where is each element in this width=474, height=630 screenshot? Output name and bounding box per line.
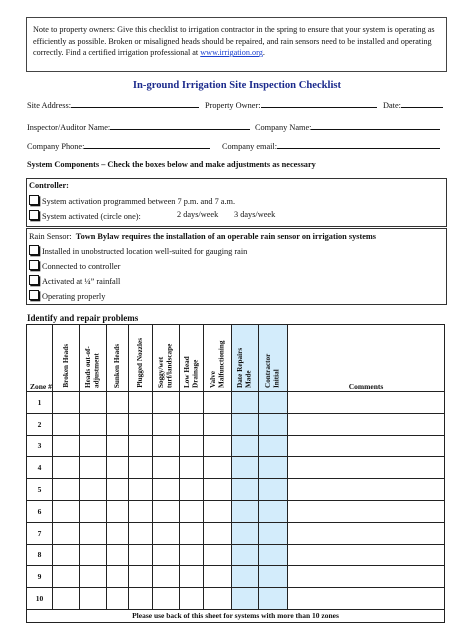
table-row: [27, 457, 445, 479]
schedule-checkbox[interactable]: [29, 195, 39, 205]
rain-item-activated: [29, 275, 120, 286]
check-cell[interactable]: [129, 413, 153, 435]
check-cell[interactable]: [204, 435, 232, 457]
frequency-checkbox[interactable]: [29, 210, 39, 220]
check-cell[interactable]: [232, 479, 259, 501]
check-cell[interactable]: [107, 544, 129, 566]
check-cell[interactable]: [232, 457, 259, 479]
check-cell[interactable]: [129, 435, 153, 457]
schedule-label: System activation programmed between 7 p.m. and 7 a.m.: [42, 197, 236, 206]
check-cell[interactable]: [129, 457, 153, 479]
zone-number: 5: [27, 479, 53, 501]
check-cell[interactable]: [129, 522, 153, 544]
owner-note: [33, 24, 443, 59]
installed-checkbox[interactable]: [29, 245, 39, 255]
table-row: [27, 479, 445, 501]
check-cell[interactable]: [259, 500, 288, 522]
check-cell[interactable]: [129, 566, 153, 588]
activated-checkbox[interactable]: [29, 275, 39, 285]
rain-item-connected: [29, 260, 120, 271]
check-cell[interactable]: [180, 392, 204, 414]
check-cell[interactable]: [153, 413, 180, 435]
col-date-repairs-made: [232, 325, 259, 392]
zone-number: 10: [27, 588, 53, 610]
rain-sensor-heading: Town Bylaw requires the installation of an operable rain sensor on irrigation systems: [75, 232, 377, 241]
check-cell[interactable]: [180, 457, 204, 479]
comments-cell[interactable]: [288, 392, 445, 414]
check-cell[interactable]: [53, 566, 80, 588]
table-footer-note: Please use back of this sheet for systems with more than 10 zones: [27, 609, 445, 622]
check-cell[interactable]: [80, 413, 107, 435]
col-plugged-nozzles-label: Plugged Nozzles: [136, 338, 145, 388]
comments-cell[interactable]: [288, 588, 445, 610]
check-cell[interactable]: [153, 479, 180, 501]
check-cell[interactable]: [53, 588, 80, 610]
property-owner-row: [205, 99, 377, 110]
check-cell[interactable]: [259, 544, 288, 566]
installed-label: Installed in unobstructed location well-suited for gauging rain: [42, 247, 248, 256]
zone-number: 4: [27, 457, 53, 479]
check-cell[interactable]: [80, 566, 107, 588]
check-cell[interactable]: [153, 522, 180, 544]
check-cell[interactable]: [129, 500, 153, 522]
option-2-days[interactable]: 2 days/week: [177, 210, 219, 219]
table-row: [27, 588, 445, 610]
table-footer-row: [27, 609, 445, 622]
check-cell[interactable]: [153, 435, 180, 457]
company-email-field[interactable]: [277, 140, 440, 149]
inspector-row: [27, 121, 250, 132]
col-date-repairs-made-label: Date Repairs Made: [236, 347, 253, 388]
col-contractor-initial-label: Contractor Initial: [264, 353, 281, 388]
comments-cell[interactable]: [288, 457, 445, 479]
check-cell[interactable]: [204, 479, 232, 501]
owner-note-text: Note to property owners: Give this checklist to irrigation contractor in the spring to ensure that your system is operating as efficiently as possible. Broken or misaligned heads should be repaired, and rain sensors need to be installed and operating correctly. Find a certified irrigation professional at: [33, 25, 435, 58]
col-sunken-heads: [107, 325, 129, 392]
check-cell[interactable]: [180, 566, 204, 588]
rain-sensor-label: Rain Sensor:: [29, 232, 72, 241]
check-cell[interactable]: [53, 413, 80, 435]
table-row: [27, 522, 445, 544]
company-name-field[interactable]: [311, 121, 440, 130]
check-cell[interactable]: [180, 588, 204, 610]
comments-cell[interactable]: [288, 435, 445, 457]
owner-note-end: .: [262, 48, 265, 58]
date-row: [383, 99, 443, 110]
controller-item-schedule: [29, 195, 235, 206]
check-cell[interactable]: [80, 457, 107, 479]
check-cell[interactable]: [259, 413, 288, 435]
zone-number: 9: [27, 566, 53, 588]
check-cell[interactable]: [180, 522, 204, 544]
site-address-field[interactable]: [71, 99, 199, 108]
check-cell[interactable]: [204, 522, 232, 544]
zone-number: 6: [27, 500, 53, 522]
rain-item-installed: [29, 245, 247, 256]
check-cell[interactable]: [129, 588, 153, 610]
table-row: [27, 500, 445, 522]
check-cell[interactable]: [80, 479, 107, 501]
check-cell[interactable]: [153, 392, 180, 414]
inspector-field[interactable]: [110, 121, 250, 130]
table-row: [27, 413, 445, 435]
check-cell[interactable]: [107, 392, 129, 414]
check-cell[interactable]: [259, 588, 288, 610]
check-cell[interactable]: [107, 522, 129, 544]
check-cell[interactable]: [204, 457, 232, 479]
check-cell[interactable]: [259, 566, 288, 588]
irrigation-org-link[interactable]: www.irrigation.org: [200, 48, 263, 58]
check-cell[interactable]: [153, 544, 180, 566]
table-row: [27, 544, 445, 566]
operating-checkbox[interactable]: [29, 290, 39, 300]
comments-cell[interactable]: [288, 566, 445, 588]
page-title: In-ground Irrigation Site Inspection Checklist: [132, 80, 342, 91]
check-cell[interactable]: [107, 479, 129, 501]
comments-cell[interactable]: [288, 413, 445, 435]
check-cell[interactable]: [232, 500, 259, 522]
check-cell[interactable]: [53, 392, 80, 414]
check-cell[interactable]: [129, 479, 153, 501]
check-cell[interactable]: [129, 544, 153, 566]
check-cell[interactable]: [204, 392, 232, 414]
check-cell[interactable]: [259, 457, 288, 479]
inspection-table: [26, 324, 445, 623]
check-cell[interactable]: [153, 588, 180, 610]
col-heads-out-of-adjustment: [80, 325, 107, 392]
check-cell[interactable]: [80, 544, 107, 566]
check-cell[interactable]: [53, 500, 80, 522]
check-cell[interactable]: [53, 457, 80, 479]
option-3-days[interactable]: 3 days/week: [234, 210, 276, 219]
company-name-row: [255, 121, 440, 132]
check-cell[interactable]: [107, 588, 129, 610]
check-cell[interactable]: [204, 544, 232, 566]
table-header-row: [27, 325, 445, 392]
check-cell[interactable]: [232, 566, 259, 588]
col-broken-heads-label: Broken Heads: [61, 344, 70, 388]
frequency-label: System activated (circle one):: [42, 212, 141, 221]
company-phone-field[interactable]: [84, 140, 210, 149]
operating-label: Operating properly: [42, 292, 106, 301]
zone-number: 7: [27, 522, 53, 544]
col-heads-out-of-adjustment-label: Heads out-of- adjustment: [84, 346, 101, 388]
check-cell[interactable]: [107, 500, 129, 522]
connected-checkbox[interactable]: [29, 260, 39, 270]
col-sunken-heads-label: Sunken Heads: [113, 343, 122, 388]
comments-header: Comments: [288, 325, 445, 392]
col-soggy-turf-label: Soggy/wet turf/landscape: [157, 343, 174, 388]
check-cell[interactable]: [153, 500, 180, 522]
check-cell[interactable]: [232, 522, 259, 544]
check-cell[interactable]: [204, 566, 232, 588]
check-cell[interactable]: [80, 500, 107, 522]
check-cell[interactable]: [80, 392, 107, 414]
check-cell[interactable]: [53, 522, 80, 544]
table-row: [27, 392, 445, 414]
check-cell[interactable]: [204, 588, 232, 610]
check-cell[interactable]: [107, 457, 129, 479]
table-row: [27, 566, 445, 588]
check-cell[interactable]: [259, 435, 288, 457]
check-cell[interactable]: [232, 544, 259, 566]
controller-item-frequency: [29, 210, 141, 221]
comments-cell[interactable]: [288, 522, 445, 544]
rain-item-operating: [29, 290, 105, 301]
company-email-label: Company email:: [222, 142, 278, 151]
check-cell[interactable]: [107, 435, 129, 457]
date-label: Date:: [383, 101, 401, 110]
check-cell[interactable]: [107, 566, 129, 588]
check-cell[interactable]: [153, 566, 180, 588]
check-cell[interactable]: [80, 588, 107, 610]
system-components-heading: System Components – Check the boxes below and make adjustments as necessary: [27, 160, 316, 169]
comments-cell[interactable]: [288, 544, 445, 566]
check-cell[interactable]: [180, 479, 204, 501]
company-phone-row: [27, 140, 210, 151]
check-cell[interactable]: [259, 392, 288, 414]
activated-label: Activated at ¼” rainfall: [42, 277, 121, 286]
check-cell[interactable]: [107, 413, 129, 435]
company-name-label: Company Name:: [255, 123, 312, 132]
inspector-label: Inspector/Auditor Name:: [27, 123, 111, 132]
property-owner-field[interactable]: [261, 99, 377, 108]
zone-number: 1: [27, 392, 53, 414]
check-cell[interactable]: [232, 413, 259, 435]
rain-sensor-heading-row: [29, 232, 376, 241]
check-cell[interactable]: [180, 500, 204, 522]
check-cell[interactable]: [180, 413, 204, 435]
connected-label: Connected to controller: [42, 262, 121, 271]
check-cell[interactable]: [180, 544, 204, 566]
col-valve-malfunctioning-label: Valve Malfunctioning: [208, 340, 225, 388]
comments-cell[interactable]: [288, 500, 445, 522]
check-cell[interactable]: [153, 457, 180, 479]
check-cell[interactable]: [129, 392, 153, 414]
date-field[interactable]: [401, 99, 443, 108]
identify-heading: Identify and repair problems: [27, 313, 139, 323]
check-cell[interactable]: [53, 435, 80, 457]
check-cell[interactable]: [80, 522, 107, 544]
controller-heading: Controller:: [29, 181, 69, 190]
zone-header: Zone #: [27, 325, 53, 392]
check-cell[interactable]: [232, 435, 259, 457]
check-cell[interactable]: [80, 435, 107, 457]
col-broken-heads: [53, 325, 80, 392]
zone-number: 3: [27, 435, 53, 457]
col-valve-malfunctioning: [204, 325, 232, 392]
site-address-row: [27, 99, 199, 110]
check-cell[interactable]: [204, 500, 232, 522]
site-address-label: Site Address:: [27, 101, 72, 110]
col-soggy-turf: [153, 325, 180, 392]
check-cell[interactable]: [53, 544, 80, 566]
check-cell[interactable]: [53, 479, 80, 501]
zone-number: 2: [27, 413, 53, 435]
check-cell[interactable]: [259, 522, 288, 544]
company-email-row: [222, 140, 440, 151]
zone-number: 8: [27, 544, 53, 566]
property-owner-label: Property Owner:: [205, 101, 261, 110]
zone-rows: [27, 392, 445, 610]
comments-cell[interactable]: [288, 479, 445, 501]
check-cell[interactable]: [232, 588, 259, 610]
check-cell[interactable]: [259, 479, 288, 501]
table-row: [27, 435, 445, 457]
check-cell[interactable]: [180, 435, 204, 457]
col-low-head-drainage: [180, 325, 204, 392]
check-cell[interactable]: [204, 413, 232, 435]
company-phone-label: Company Phone:: [27, 142, 85, 151]
col-plugged-nozzles: [129, 325, 153, 392]
col-contractor-initial: [259, 325, 288, 392]
check-cell[interactable]: [232, 392, 259, 414]
col-low-head-drainage-label: Low Head Drainage: [182, 356, 199, 388]
